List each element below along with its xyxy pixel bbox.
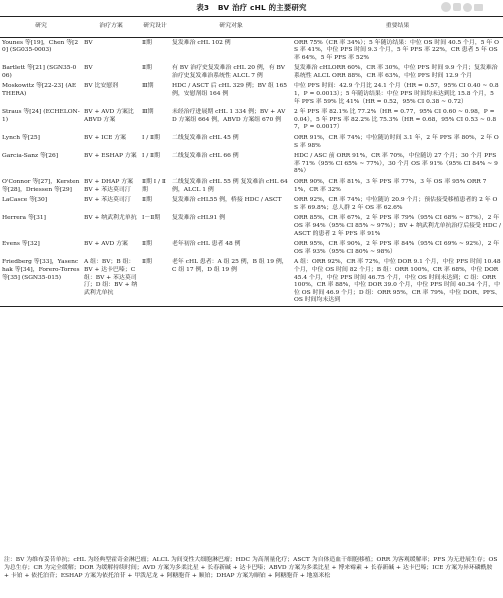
cell-study: O'Connor 等[27]，Kersten 等[28]，Driessen 等[29]: [2, 179, 80, 193]
cell-result: ORR 75%（CR 率 34%）；5 年随访结果：中位 OS 时间 40.5 个月，5 年 OS 率 41%，中位 PFS 时间 9.3 个月，5 年 PFS 率 22%，CR 患者 5 年 OS 率 64%，5 年 PFS 率 52%: [294, 39, 499, 61]
cell-plan: BV + 苯达莫司汀: [84, 197, 131, 204]
cell-result: ORR 92%，CR 率 74%；中位随访 20.9 个月；预估接受移植患者的 2 年 OS 率 69.8%；总人群 2 年 OS 率 62.6%: [294, 197, 498, 211]
header-study: 研究: [0, 17, 82, 38]
journal-logo-mark-icon: [463, 3, 472, 12]
cell-design: Ⅱ期: [142, 65, 152, 72]
cell-plan: BV + AVD 方案: [84, 241, 128, 248]
cell-study: Bartlett 等[21] (SGN35-006): [2, 65, 77, 79]
cell-plan: BV + 纳武利尤单抗: [84, 215, 137, 222]
cell-object: 有 BV 治疗史复发难治 cHL 20 例，有 BV 治疗史复发难治系统性 ALCL 7 例: [172, 65, 286, 79]
table-row: [0, 152, 503, 178]
cell-design: Ⅱ期 Ⅰ / Ⅱ期: [142, 179, 166, 193]
table-row: [0, 196, 503, 214]
cell-plan: BV + DHAP 方案 BV + 苯达莫司汀: [84, 179, 133, 193]
cell-result: 复发难治 cHLORR 60%，CR 率 30%，中位 PFS 时间 9.9 个月；复发难治系统性 ALCL ORR 88%，CR 率 63%，中位 PFS 时间 12.9 个月: [294, 65, 498, 79]
cell-study: Friedberg 等[33]，Yasenchak 等[34]，Forero-Torres 等[35] (SGN35-015): [0, 258, 82, 307]
cell-design: Ⅰ－Ⅱ期: [142, 215, 161, 222]
cell-result: 2 年 PFS 率 82.1% 比 77.2%（HR = 0.77，95% CI 0.60 ~ 0.98，P = 0.04），5 年 PFS 率 82.2% 比 75.3%（HR = 0.68，95% CI 0.53 ~ 0.87，P = 0.0017）: [294, 109, 497, 131]
cell-design: Ⅰ / Ⅱ期: [142, 153, 160, 160]
cell-study: Lynch 等[25]: [2, 135, 40, 142]
cell-study: Straus 等[24] (ECHELON-1): [2, 109, 80, 123]
cell-result: 中位 PFS 时间：42.9 个月比 24.1 个月（HR = 0.57，95% CI 0.40 ~ 0.81，P = 0.0013）；5 年随访结果：中位 PFS 时间均未达到比 15.8 个月，5 年 PFS 率 59% 比 41%（HR = 0.52，95% CI 0.38 ~ 0.72）: [294, 83, 499, 105]
cell-study: Herrera 等[31]: [2, 215, 46, 222]
cell-study: Garcia-Sanz 等[26]: [2, 153, 59, 160]
header-object: 研究对象: [170, 17, 292, 38]
table-number: 表3: [196, 3, 210, 12]
table-row: [0, 38, 503, 64]
cell-object: 二线复发难治 cHL 45 例: [172, 135, 239, 142]
cell-object: 复发难治 cHL91 例: [172, 215, 226, 222]
header-result: 重要结果: [292, 17, 503, 38]
cell-design: Ⅰ / Ⅱ期: [142, 135, 160, 142]
cell-object: 未经治疗进展期 cHL 1 334 例；BV + AVD 方案组 664 例，ABVD 方案组 670 例: [172, 109, 286, 123]
cell-plan: BV + AVD 方案比 ABVD 方案: [84, 109, 134, 123]
table-row: [0, 82, 503, 108]
cell-design: Ⅱ期: [142, 39, 152, 46]
table-row: [0, 134, 503, 152]
cell-design: Ⅱ期: [142, 197, 152, 204]
table-row: [0, 64, 503, 82]
cell-object: 复发难治 cHL55 例，桥接 HDC / ASCT: [172, 197, 282, 204]
cell-object: 老年 cHL 患者：A 组 25 例，B 组 19 例，C 组 17 例，D 组 19 例: [170, 258, 292, 307]
cell-plan: A 组：BV；B 组：BV + 达卡巴嗪；C 组：BV + 苯达莫司汀；D 组：BV + 纳武利尤单抗: [82, 258, 140, 307]
cell-result: A 组：ORR 92%，CR 率 72%，中位 DOR 9.1 个月，中位 PFS 时间 10.48 个月，中位 OS 时间 82 个月；B 组：ORR 100%，CR 率 68%，中位 DOR 45.4 个月，中位 PFS 时间 46.75 个月，中位 OS 时间未达到；C 组：ORR 100%，CR 率 88%，中位 DOR 39.0 个月，中位 PFS 时间 40.34 个月，中位 OS 时间 46.9 个月；D 组：ORR 95%，CR 率 79%，中位 DOR、PFS、OS 时间均未达到: [292, 258, 503, 307]
cell-result: ORR 91%，CR 率 74%；中位随访时间 3.1 年，2 年 PFS 率 80%，2 年 OS 率 98%: [294, 135, 499, 149]
cell-plan: BV: [84, 65, 93, 72]
journal-logo: [441, 1, 499, 13]
cell-result: HDC / ASC 前 ORR 91%，CR 率 70%，中位随访 27 个月；30 个月 PFS 率 71%（95% CI 65% ~ 77%），30 个月 OS 率 91%（95% CI 84% ~ 98%）: [294, 153, 498, 175]
studies-table: [0, 16, 503, 307]
table-title: BV 治疗 cHL 的主要研究: [217, 3, 307, 12]
cell-design: Ⅱ期: [142, 241, 152, 248]
cell-design: Ⅲ期: [142, 83, 154, 90]
cell-object: 复发难治 cHL 102 例: [172, 39, 231, 46]
table-header-row: [0, 17, 503, 38]
table-row: [0, 258, 503, 307]
cell-design: Ⅱ期: [140, 258, 170, 307]
header-design: 研究设计: [140, 17, 170, 38]
cell-plan: BV + ICE 方案: [84, 135, 127, 142]
cell-plan: BV + ESHAP 方案: [84, 153, 137, 160]
table-row: [0, 240, 503, 258]
table-caption: [0, 3, 503, 13]
cell-object: 老年初治 cHL 患者 48 例: [172, 241, 241, 248]
journal-logo-mark-icon: [453, 3, 461, 11]
table-row: [0, 178, 503, 196]
table-row: [0, 214, 503, 240]
cell-study: LaCasce 等[30]: [2, 197, 48, 204]
cell-plan: BV 比安慰剂: [84, 83, 119, 90]
cell-object: 二线复发难治 cHL 55 例 复发难治 cHL 64 例，ALCL 1 例: [172, 179, 288, 193]
journal-logo-mark-icon: [441, 2, 451, 12]
cell-object: HDC / ASCT 后 cHL 329 例；BV 组 165 例，安慰剂组 164 例: [172, 83, 288, 98]
cell-result: ORR 95%，CR 率 90%，2 年 PFS 率 84%（95% CI 69% ~ 92%），2 年 OS 率 93%（95% CI 80% ~ 98%）: [294, 241, 500, 255]
header-plan: 治疗方案: [82, 17, 140, 38]
table-row: [0, 108, 503, 134]
table-notes: 注：BV 为维布妥昔单抗；cHL 为经典型霍奇金淋巴瘤；ALCL 为间变性大细胞淋巴瘤；HDC 为高剂量化疗；ASCT 为自体造血干细胞移植；ORR 为客观缓解率；PFS 为无进展生存；OS 为总生存；CR 为完全缓解；DOR 为缓解持续时间；AVD 方案为多柔比星 + 长春新碱 + 达卡巴嗪；ABVD 方案为多柔比星 + 博来霉素 + 长春新碱 + 达卡巴嗪；ICE 方案为异环磷酰胺 + 卡铂 + 依托泊苷；ESHAP 方案为依托泊苷 + 甲泼尼龙 + 阿糖胞苷 + 顺铂；DHAP 方案为顺铂 + 阿糖胞苷 + 地塞米松: [4, 557, 498, 579]
cell-object: 二线复发难治 cHL 66 例: [172, 153, 239, 160]
cell-study: Younes 等[19]，Chen 等[20] (SG035-0003): [2, 39, 79, 54]
cell-study: Moskowitz 等[22-23] (AETHERA): [2, 83, 77, 98]
cell-plan: BV: [84, 39, 93, 46]
cell-result: ORR 85%，CR 率 67%，2 年 PFS 率 79%（95% CI 68% ~ 87%），2 年 OS 率 94%（95% CI 85% ~ 97%）；BV + 纳武利尤单抗治疗后接受 HDC / ASCT 的患者 2 年 PFS 率 91%: [294, 215, 502, 237]
cell-study: Evens 等[32]: [2, 241, 40, 248]
journal-logo-mark-icon: [474, 4, 483, 11]
cell-result: ORR 90%，CR 率 81%，3 年 PFS 率 77%，3 年 OS 率 95% ORR 71%，CR 率 32%: [294, 179, 487, 193]
cell-design: Ⅲ期: [142, 109, 154, 116]
